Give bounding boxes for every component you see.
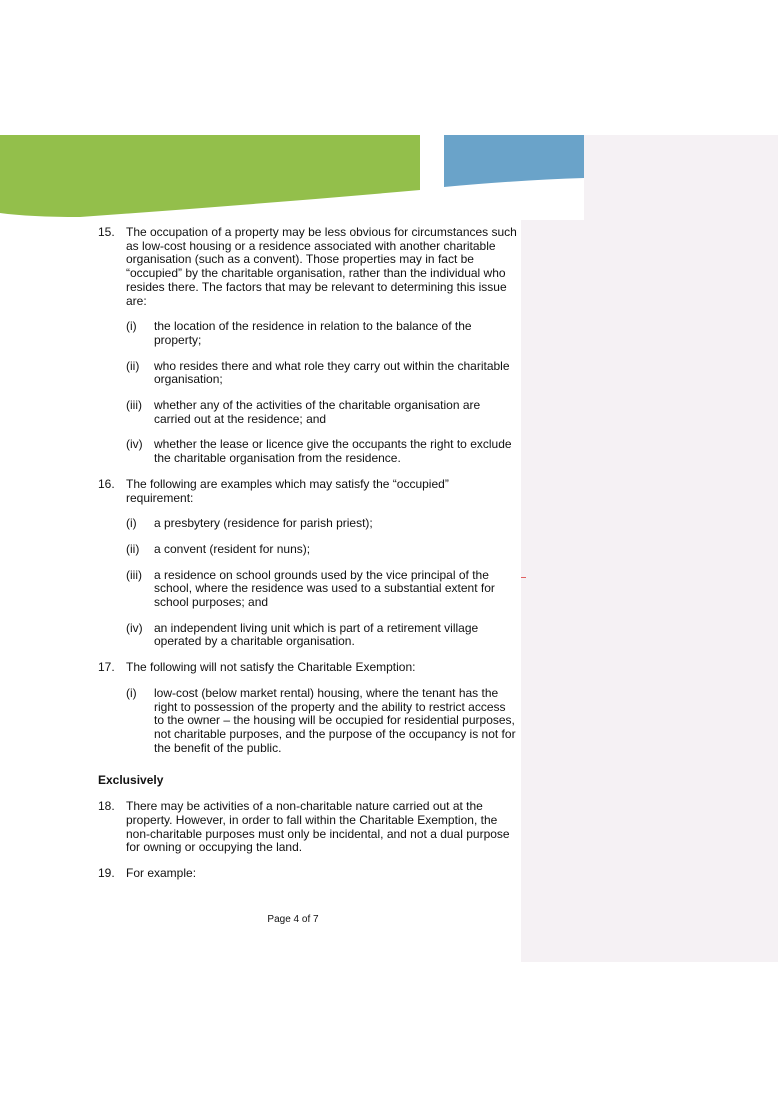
document-body <box>98 226 518 881</box>
list-item <box>126 687 518 756</box>
list-item-text: a residence on school grounds used by the vice principal of the school, where the residence was used to a substantial extent for school purposes; and <box>154 567 495 610</box>
list-item-text: whether any of the activities of the charitable organisation are carried out at the residence; and <box>154 398 481 426</box>
paragraph-17 <box>98 661 518 675</box>
paragraph-18 <box>98 800 518 855</box>
header-banner <box>0 135 584 220</box>
section-heading: Exclusively <box>98 773 164 788</box>
paragraph-number: 16. <box>98 476 115 491</box>
list-item <box>126 622 518 649</box>
list-item-text: low-cost (below market rental) housing, where the tenant has the right to possession of the property and the ability to restrict access to the owner – the housing will be occupied for residential purposes, not charitable purposes, and the purpose of the occupancy is not for the benefit of the public. <box>154 685 516 755</box>
paragraph-text: The occupation of a property may be less obvious for circumstances such as low-cost housing or a residence associated with another charitable organisation (such as a convent). Those properties may in fact be “occupied” by the charitable organisation, rather than the individual who resides there. The factors that may be relevant to determining this issue are: <box>126 225 517 308</box>
list-item-number: (iii) <box>126 398 142 413</box>
list-item-text: whether the lease or licence give the occupants the right to exclude the charitable organisation from the residence. <box>154 437 512 466</box>
list-item-number: (i) <box>126 319 137 334</box>
paragraph-text: The following are examples which may satisfy the “occupied” requirement: <box>126 476 449 505</box>
list-item-number: (iv) <box>126 620 143 635</box>
list-item-text: an independent living unit which is part of a retirement village operated by a charitable organisation. <box>154 620 479 649</box>
list-item-number: (ii) <box>126 358 140 373</box>
list-item-text: the location of the residence in relation to the balance of the property; <box>154 319 472 347</box>
paragraph-number: 17. <box>98 660 115 675</box>
green-wave-shape <box>0 135 420 217</box>
side-panel <box>521 135 778 962</box>
list-item <box>126 543 518 557</box>
paragraph-text: There may be activities of a non-charitable nature carried out at the property. However, in order to fall within the Charitable Exemption, the non-charitable purposes must only be incidental, and not a dual purpose for owning or occupying the land. <box>126 799 510 855</box>
paragraph-19 <box>98 867 518 881</box>
list-item <box>126 399 518 426</box>
list-item-number: (iii) <box>126 567 142 582</box>
paragraph-number: 15. <box>98 225 115 239</box>
list-item-number: (i) <box>126 516 137 531</box>
list-item <box>126 360 518 387</box>
paragraph-number: 18. <box>98 799 115 814</box>
page-number: Page 4 of 7 <box>267 914 319 925</box>
list-item-number: (ii) <box>126 541 140 556</box>
paragraph-16 <box>98 478 518 505</box>
list-item <box>126 320 518 347</box>
list-item <box>126 569 518 610</box>
paragraph-number: 19. <box>98 865 115 880</box>
list-item-text: who resides there and what role they carry out within the charitable organisation; <box>154 358 510 387</box>
list-item-number: (i) <box>126 685 137 700</box>
list-item <box>126 438 518 465</box>
paragraph-text: The following will not satisfy the Charitable Exemption: <box>126 660 416 675</box>
list-item-text: a convent (resident for nuns); <box>154 541 311 556</box>
stray-mark <box>521 577 526 578</box>
paragraph-text: For example: <box>126 865 197 880</box>
paragraph-15 <box>98 226 518 308</box>
list-item-text: a presbytery (residence for parish priest); <box>154 516 373 531</box>
blue-wave-shape <box>444 135 584 187</box>
list-item-number: (iv) <box>126 437 143 452</box>
list-item <box>126 517 518 531</box>
